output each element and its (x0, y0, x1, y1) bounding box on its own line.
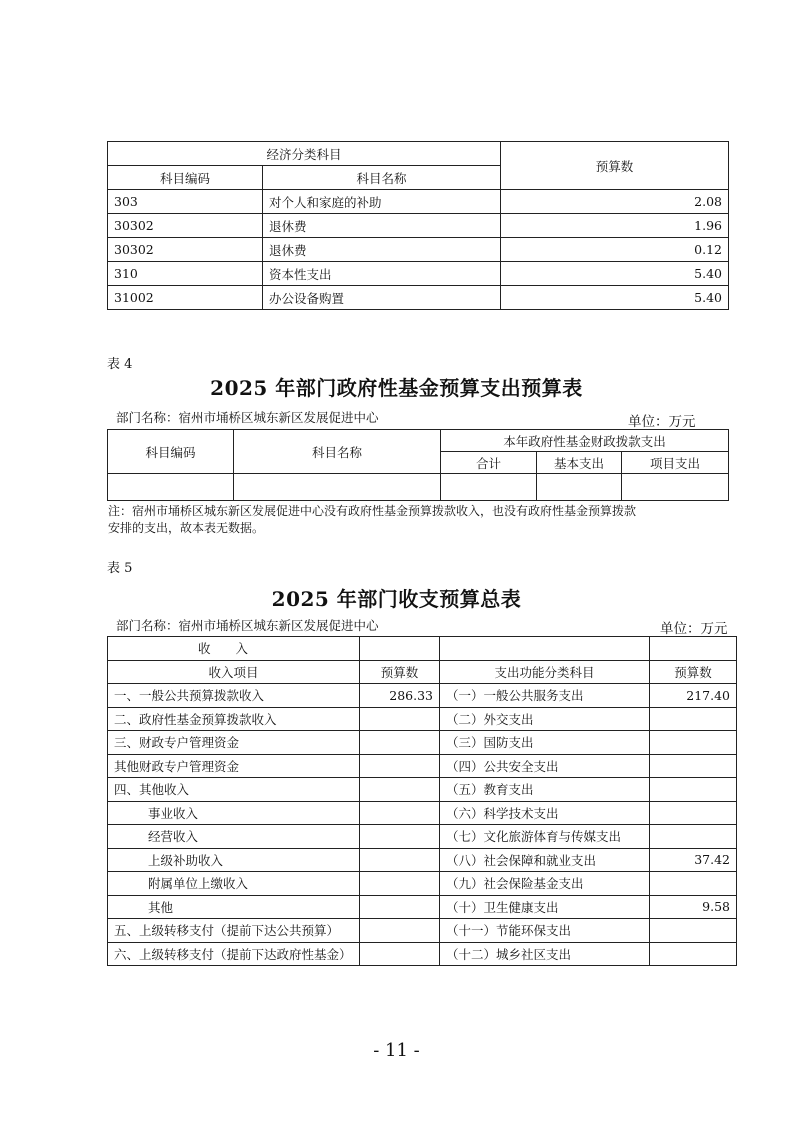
expenditure-item: （六）科学技术支出 (440, 801, 650, 825)
income-budget (360, 872, 440, 896)
expenditure-budget: 9.58 (650, 895, 737, 919)
income-item: 附属单位上缴收入 (108, 872, 360, 896)
table-row (108, 825, 737, 849)
income-budget (360, 942, 440, 966)
t4-empty-cell (537, 474, 622, 501)
header-budget: 预算数 (501, 142, 729, 190)
table-row (108, 942, 737, 966)
table-row (108, 214, 729, 238)
table-row (108, 286, 729, 310)
table4-title: 2025 年部门政府性基金预算支出预算表 (210, 376, 583, 400)
page-number: - 11 - (373, 1040, 420, 1061)
table4-note-line1: 注：宿州市埇桥区城东新区发展促进中心没有政府性基金预算拨款收入，也没有政府性基金预算拨款 (108, 504, 637, 518)
income-item: 一、一般公共预算拨款收入 (108, 684, 360, 708)
expenditure-budget (650, 825, 737, 849)
table-row (108, 895, 737, 919)
income-item: 其他 (108, 895, 360, 919)
row-code: 30302 (108, 214, 263, 238)
header-spacer (650, 637, 737, 661)
table5-department: 部门名称：宿州市埇桥区城东新区发展促进中心 (116, 618, 379, 633)
table-body (108, 684, 737, 966)
economic-classification-table (107, 141, 729, 310)
table4-unit: 单位：万元 (628, 414, 696, 430)
t4-header-total: 合计 (441, 452, 537, 474)
income-group-header: 收 入 (108, 637, 360, 661)
income-budget (360, 707, 440, 731)
header-expenditure-budget: 预算数 (650, 660, 737, 684)
table-row (108, 872, 737, 896)
expenditure-item: （四）公共安全支出 (440, 754, 650, 778)
header-income-item: 收入项目 (108, 660, 360, 684)
income-budget (360, 801, 440, 825)
header-income-budget: 预算数 (360, 660, 440, 684)
t4-empty-cell (234, 474, 441, 501)
header-spacer (360, 637, 440, 661)
expenditure-item: （十）卫生健康支出 (440, 895, 650, 919)
table-row (108, 778, 737, 802)
row-name: 对个人和家庭的补助 (263, 190, 501, 214)
table-body (108, 190, 729, 310)
table-row (108, 731, 737, 755)
expenditure-item: （五）教育支出 (440, 778, 650, 802)
header-expenditure-item: 支出功能分类科目 (440, 660, 650, 684)
table-row (108, 707, 737, 731)
income-budget: 286.33 (360, 684, 440, 708)
row-value: 1.96 (501, 214, 729, 238)
t4-empty-cell (108, 474, 234, 501)
table4-department: 部门名称：宿州市埇桥区城东新区发展促进中心 (116, 410, 379, 425)
income-budget (360, 731, 440, 755)
row-name: 退休费 (263, 238, 501, 262)
income-budget (360, 919, 440, 943)
t4-header-fund-expenditure: 本年政府性基金财政拨款支出 (441, 430, 729, 452)
table-row (108, 919, 737, 943)
table5-label: 表 5 (107, 561, 133, 576)
t4-header-project: 项目支出 (622, 452, 729, 474)
expenditure-item: （九）社会保险基金支出 (440, 872, 650, 896)
row-name: 退休费 (263, 214, 501, 238)
expenditure-budget (650, 801, 737, 825)
expenditure-budget (650, 919, 737, 943)
expenditure-budget: 37.42 (650, 848, 737, 872)
t4-header-name: 科目名称 (234, 430, 441, 474)
income-item: 事业收入 (108, 801, 360, 825)
table5-unit: 单位：万元 (660, 621, 728, 637)
table4-note-line2: 安排的支出，故本表无数据。 (108, 521, 265, 535)
income-item: 五、上级转移支付（提前下达公共预算） (108, 919, 360, 943)
table-row (108, 848, 737, 872)
table4-note (108, 503, 728, 537)
revenue-expenditure-table (107, 636, 737, 966)
income-budget (360, 848, 440, 872)
header-code: 科目编码 (108, 166, 263, 190)
t4-empty-cell (622, 474, 729, 501)
income-budget (360, 778, 440, 802)
expenditure-budget (650, 754, 737, 778)
row-code: 30302 (108, 238, 263, 262)
table4-label: 表 4 (107, 357, 133, 372)
table-row (108, 801, 737, 825)
row-code: 310 (108, 262, 263, 286)
expenditure-item: （三）国防支出 (440, 731, 650, 755)
income-item: 经营收入 (108, 825, 360, 849)
income-item: 六、上级转移支付（提前下达政府性基金） (108, 942, 360, 966)
row-name: 资本性支出 (263, 262, 501, 286)
t4-empty-cell (441, 474, 537, 501)
expenditure-item: （一）一般公共服务支出 (440, 684, 650, 708)
table-row (108, 190, 729, 214)
table-row (108, 754, 737, 778)
row-code: 303 (108, 190, 263, 214)
expenditure-item: （二）外交支出 (440, 707, 650, 731)
table-row (108, 684, 737, 708)
table-row (108, 238, 729, 262)
row-value: 5.40 (501, 262, 729, 286)
government-fund-table (107, 429, 729, 501)
table-row (108, 262, 729, 286)
expenditure-item: （八）社会保障和就业支出 (440, 848, 650, 872)
row-code: 31002 (108, 286, 263, 310)
income-item: 上级补助收入 (108, 848, 360, 872)
income-budget (360, 825, 440, 849)
expenditure-budget (650, 731, 737, 755)
row-name: 办公设备购置 (263, 286, 501, 310)
expenditure-budget (650, 872, 737, 896)
header-economic-classification: 经济分类科目 (108, 142, 501, 166)
header-spacer (440, 637, 650, 661)
income-budget (360, 754, 440, 778)
income-item: 二、政府性基金预算拨款收入 (108, 707, 360, 731)
expenditure-budget: 217.40 (650, 684, 737, 708)
income-item: 三、财政专户管理资金 (108, 731, 360, 755)
row-value: 5.40 (501, 286, 729, 310)
row-value: 0.12 (501, 238, 729, 262)
expenditure-budget (650, 778, 737, 802)
expenditure-budget (650, 942, 737, 966)
row-value: 2.08 (501, 190, 729, 214)
t4-header-code: 科目编码 (108, 430, 234, 474)
t4-header-basic: 基本支出 (537, 452, 622, 474)
income-item: 其他财政专户管理资金 (108, 754, 360, 778)
expenditure-item: （十一）节能环保支出 (440, 919, 650, 943)
expenditure-item: （七）文化旅游体育与传媒支出 (440, 825, 650, 849)
table5-title: 2025 年部门收支预算总表 (271, 587, 522, 611)
income-budget (360, 895, 440, 919)
income-item: 四、其他收入 (108, 778, 360, 802)
expenditure-item: （十二）城乡社区支出 (440, 942, 650, 966)
expenditure-budget (650, 707, 737, 731)
header-name: 科目名称 (263, 166, 501, 190)
